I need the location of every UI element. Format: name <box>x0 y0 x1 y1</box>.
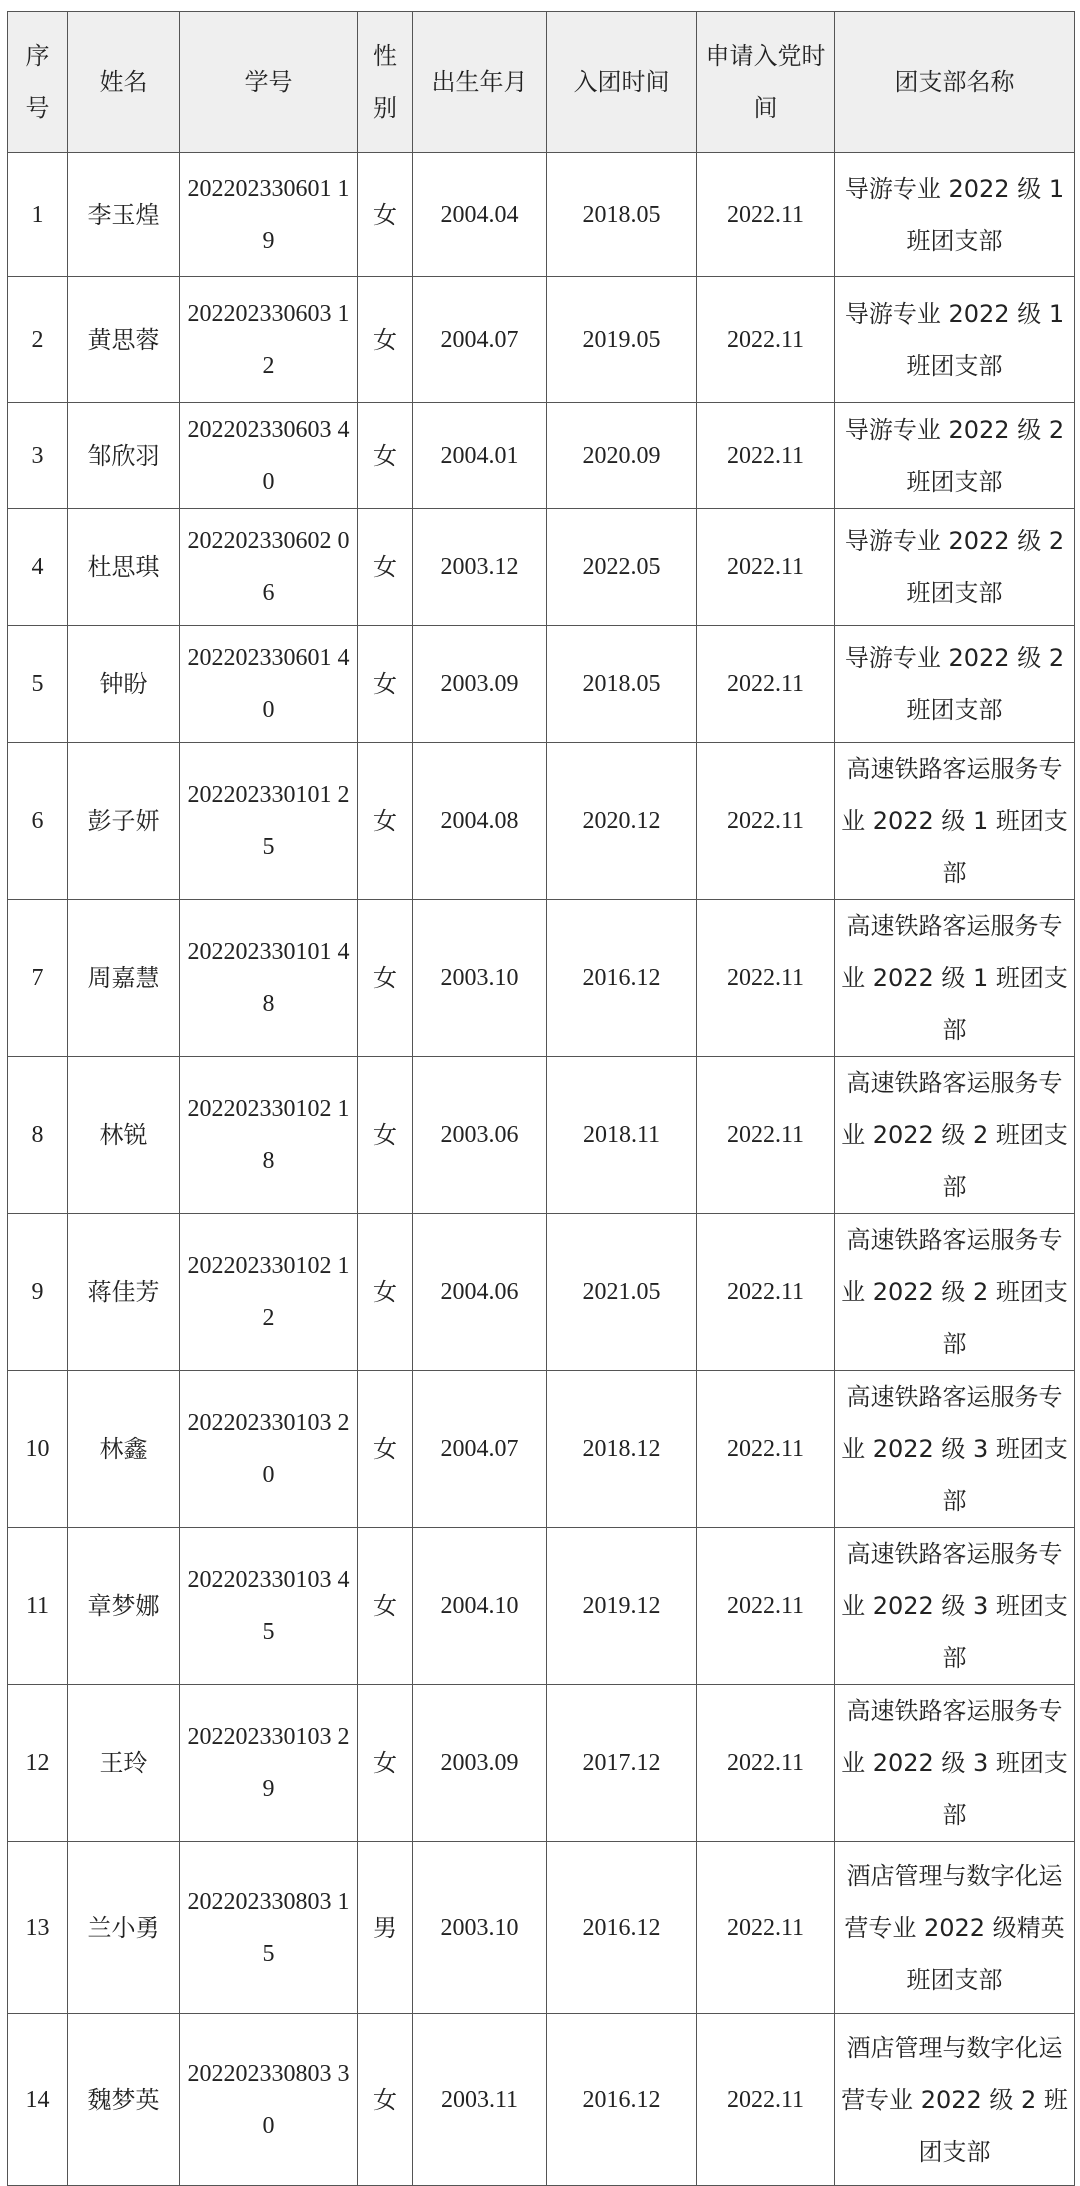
header-branch-name: 团支部名称 <box>835 12 1075 153</box>
cell-branch-name: 导游专业 2022 级 1 班团支部 <box>835 277 1075 403</box>
cell-gender: 女 <box>358 743 413 900</box>
table-row <box>8 1528 1075 1685</box>
cell-league-join-date: 2018.11 <box>547 1057 697 1214</box>
cell-party-apply-date: 2022.11 <box>697 153 835 277</box>
cell-name: 蒋佳芳 <box>68 1214 180 1371</box>
cell-branch-name: 酒店管理与数字化运营专业 2022 级精英班团支部 <box>835 1842 1075 2014</box>
header-row <box>8 12 1075 153</box>
cell-birth-date: 2004.07 <box>413 277 547 403</box>
table-row <box>8 1057 1075 1214</box>
header-league-join-date: 入团时间 <box>547 12 697 153</box>
cell-league-join-date: 2020.09 <box>547 403 697 509</box>
cell-seq: 14 <box>8 2014 68 2186</box>
cell-name: 王玲 <box>68 1685 180 1842</box>
cell-branch-name: 导游专业 2022 级 2 班团支部 <box>835 509 1075 626</box>
cell-party-apply-date: 2022.11 <box>697 509 835 626</box>
cell-name: 魏梦英 <box>68 2014 180 2186</box>
table-row <box>8 153 1075 277</box>
cell-name: 林鑫 <box>68 1371 180 1528</box>
cell-gender: 女 <box>358 626 413 743</box>
cell-birth-date: 2003.10 <box>413 1842 547 2014</box>
cell-party-apply-date: 2022.11 <box>697 1057 835 1214</box>
cell-branch-name: 高速铁路客运服务专业 2022 级 1 班团支部 <box>835 743 1075 900</box>
cell-seq: 2 <box>8 277 68 403</box>
cell-branch-name: 高速铁路客运服务专业 2022 级 1 班团支部 <box>835 900 1075 1057</box>
cell-seq: 7 <box>8 900 68 1057</box>
table-row <box>8 509 1075 626</box>
cell-birth-date: 2004.06 <box>413 1214 547 1371</box>
header-party-apply-date: 申请入党时间 <box>697 12 835 153</box>
cell-student-id: 202202330103 20 <box>180 1371 358 1528</box>
header-seq: 序号 <box>8 12 68 153</box>
cell-seq: 6 <box>8 743 68 900</box>
cell-birth-date: 2004.07 <box>413 1371 547 1528</box>
cell-birth-date: 2003.10 <box>413 900 547 1057</box>
table-row <box>8 626 1075 743</box>
cell-branch-name: 高速铁路客运服务专业 2022 级 2 班团支部 <box>835 1057 1075 1214</box>
header-birth-date: 出生年月 <box>413 12 547 153</box>
cell-name: 钟盼 <box>68 626 180 743</box>
cell-party-apply-date: 2022.11 <box>697 1214 835 1371</box>
cell-student-id: 202202330603 12 <box>180 277 358 403</box>
cell-seq: 10 <box>8 1371 68 1528</box>
cell-student-id: 202202330102 12 <box>180 1214 358 1371</box>
cell-gender: 女 <box>358 1371 413 1528</box>
cell-party-apply-date: 2022.11 <box>697 743 835 900</box>
cell-branch-name: 高速铁路客运服务专业 2022 级 2 班团支部 <box>835 1214 1075 1371</box>
cell-party-apply-date: 2022.11 <box>697 1842 835 2014</box>
cell-student-id: 202202330602 06 <box>180 509 358 626</box>
cell-student-id: 202202330103 45 <box>180 1528 358 1685</box>
cell-league-join-date: 2016.12 <box>547 900 697 1057</box>
cell-seq: 3 <box>8 403 68 509</box>
cell-name: 兰小勇 <box>68 1842 180 2014</box>
cell-seq: 8 <box>8 1057 68 1214</box>
cell-party-apply-date: 2022.11 <box>697 1685 835 1842</box>
header-gender: 性别 <box>358 12 413 153</box>
cell-student-id: 202202330803 15 <box>180 1842 358 2014</box>
cell-name: 李玉煌 <box>68 153 180 277</box>
cell-league-join-date: 2018.05 <box>547 153 697 277</box>
cell-branch-name: 高速铁路客运服务专业 2022 级 3 班团支部 <box>835 1371 1075 1528</box>
cell-league-join-date: 2019.05 <box>547 277 697 403</box>
cell-student-id: 202202330603 40 <box>180 403 358 509</box>
cell-gender: 女 <box>358 1214 413 1371</box>
header-student-id: 学号 <box>180 12 358 153</box>
cell-student-id: 202202330803 30 <box>180 2014 358 2186</box>
cell-party-apply-date: 2022.11 <box>697 403 835 509</box>
cell-league-join-date: 2016.12 <box>547 2014 697 2186</box>
cell-student-id: 202202330601 40 <box>180 626 358 743</box>
cell-name: 彭子妍 <box>68 743 180 900</box>
cell-gender: 女 <box>358 403 413 509</box>
cell-birth-date: 2004.10 <box>413 1528 547 1685</box>
cell-birth-date: 2004.04 <box>413 153 547 277</box>
cell-birth-date: 2003.06 <box>413 1057 547 1214</box>
table-row <box>8 277 1075 403</box>
cell-gender: 女 <box>358 509 413 626</box>
cell-gender: 女 <box>358 1685 413 1842</box>
cell-student-id: 202202330101 25 <box>180 743 358 900</box>
cell-name: 黄思蓉 <box>68 277 180 403</box>
cell-party-apply-date: 2022.11 <box>697 626 835 743</box>
cell-birth-date: 2003.09 <box>413 1685 547 1842</box>
cell-student-id: 202202330101 48 <box>180 900 358 1057</box>
cell-party-apply-date: 2022.11 <box>697 1371 835 1528</box>
cell-seq: 9 <box>8 1214 68 1371</box>
cell-league-join-date: 2021.05 <box>547 1214 697 1371</box>
cell-branch-name: 导游专业 2022 级 2 班团支部 <box>835 403 1075 509</box>
header-name: 姓名 <box>68 12 180 153</box>
cell-student-id: 202202330601 19 <box>180 153 358 277</box>
cell-seq: 4 <box>8 509 68 626</box>
cell-league-join-date: 2017.12 <box>547 1685 697 1842</box>
cell-league-join-date: 2020.12 <box>547 743 697 900</box>
cell-branch-name: 酒店管理与数字化运营专业 2022 级 2 班团支部 <box>835 2014 1075 2186</box>
cell-gender: 女 <box>358 2014 413 2186</box>
table-row <box>8 1685 1075 1842</box>
cell-gender: 男 <box>358 1842 413 2014</box>
cell-league-join-date: 2016.12 <box>547 1842 697 2014</box>
cell-league-join-date: 2019.12 <box>547 1528 697 1685</box>
cell-birth-date: 2003.11 <box>413 2014 547 2186</box>
table-row <box>8 1371 1075 1528</box>
cell-league-join-date: 2018.12 <box>547 1371 697 1528</box>
cell-seq: 12 <box>8 1685 68 1842</box>
cell-league-join-date: 2018.05 <box>547 626 697 743</box>
cell-birth-date: 2003.12 <box>413 509 547 626</box>
cell-name: 周嘉慧 <box>68 900 180 1057</box>
table-row <box>8 1842 1075 2014</box>
cell-gender: 女 <box>358 1057 413 1214</box>
cell-party-apply-date: 2022.11 <box>697 277 835 403</box>
cell-birth-date: 2003.09 <box>413 626 547 743</box>
table-row <box>8 2014 1075 2186</box>
table-row <box>8 900 1075 1057</box>
table-row <box>8 403 1075 509</box>
cell-seq: 13 <box>8 1842 68 2014</box>
cell-name: 邹欣羽 <box>68 403 180 509</box>
cell-gender: 女 <box>358 900 413 1057</box>
table-row <box>8 743 1075 900</box>
cell-branch-name: 高速铁路客运服务专业 2022 级 3 班团支部 <box>835 1528 1075 1685</box>
cell-name: 章梦娜 <box>68 1528 180 1685</box>
cell-party-apply-date: 2022.11 <box>697 1528 835 1685</box>
cell-party-apply-date: 2022.11 <box>697 900 835 1057</box>
cell-branch-name: 导游专业 2022 级 1 班团支部 <box>835 153 1075 277</box>
cell-league-join-date: 2022.05 <box>547 509 697 626</box>
cell-seq: 11 <box>8 1528 68 1685</box>
cell-student-id: 202202330103 29 <box>180 1685 358 1842</box>
cell-birth-date: 2004.01 <box>413 403 547 509</box>
cell-branch-name: 高速铁路客运服务专业 2022 级 3 班团支部 <box>835 1685 1075 1842</box>
cell-student-id: 202202330102 18 <box>180 1057 358 1214</box>
cell-party-apply-date: 2022.11 <box>697 2014 835 2186</box>
cell-branch-name: 导游专业 2022 级 2 班团支部 <box>835 626 1075 743</box>
cell-gender: 女 <box>358 1528 413 1685</box>
cell-name: 杜思琪 <box>68 509 180 626</box>
cell-gender: 女 <box>358 153 413 277</box>
cell-name: 林锐 <box>68 1057 180 1214</box>
member-table <box>7 11 1075 2186</box>
cell-gender: 女 <box>358 277 413 403</box>
cell-seq: 5 <box>8 626 68 743</box>
cell-birth-date: 2004.08 <box>413 743 547 900</box>
table-row <box>8 1214 1075 1371</box>
cell-seq: 1 <box>8 153 68 277</box>
